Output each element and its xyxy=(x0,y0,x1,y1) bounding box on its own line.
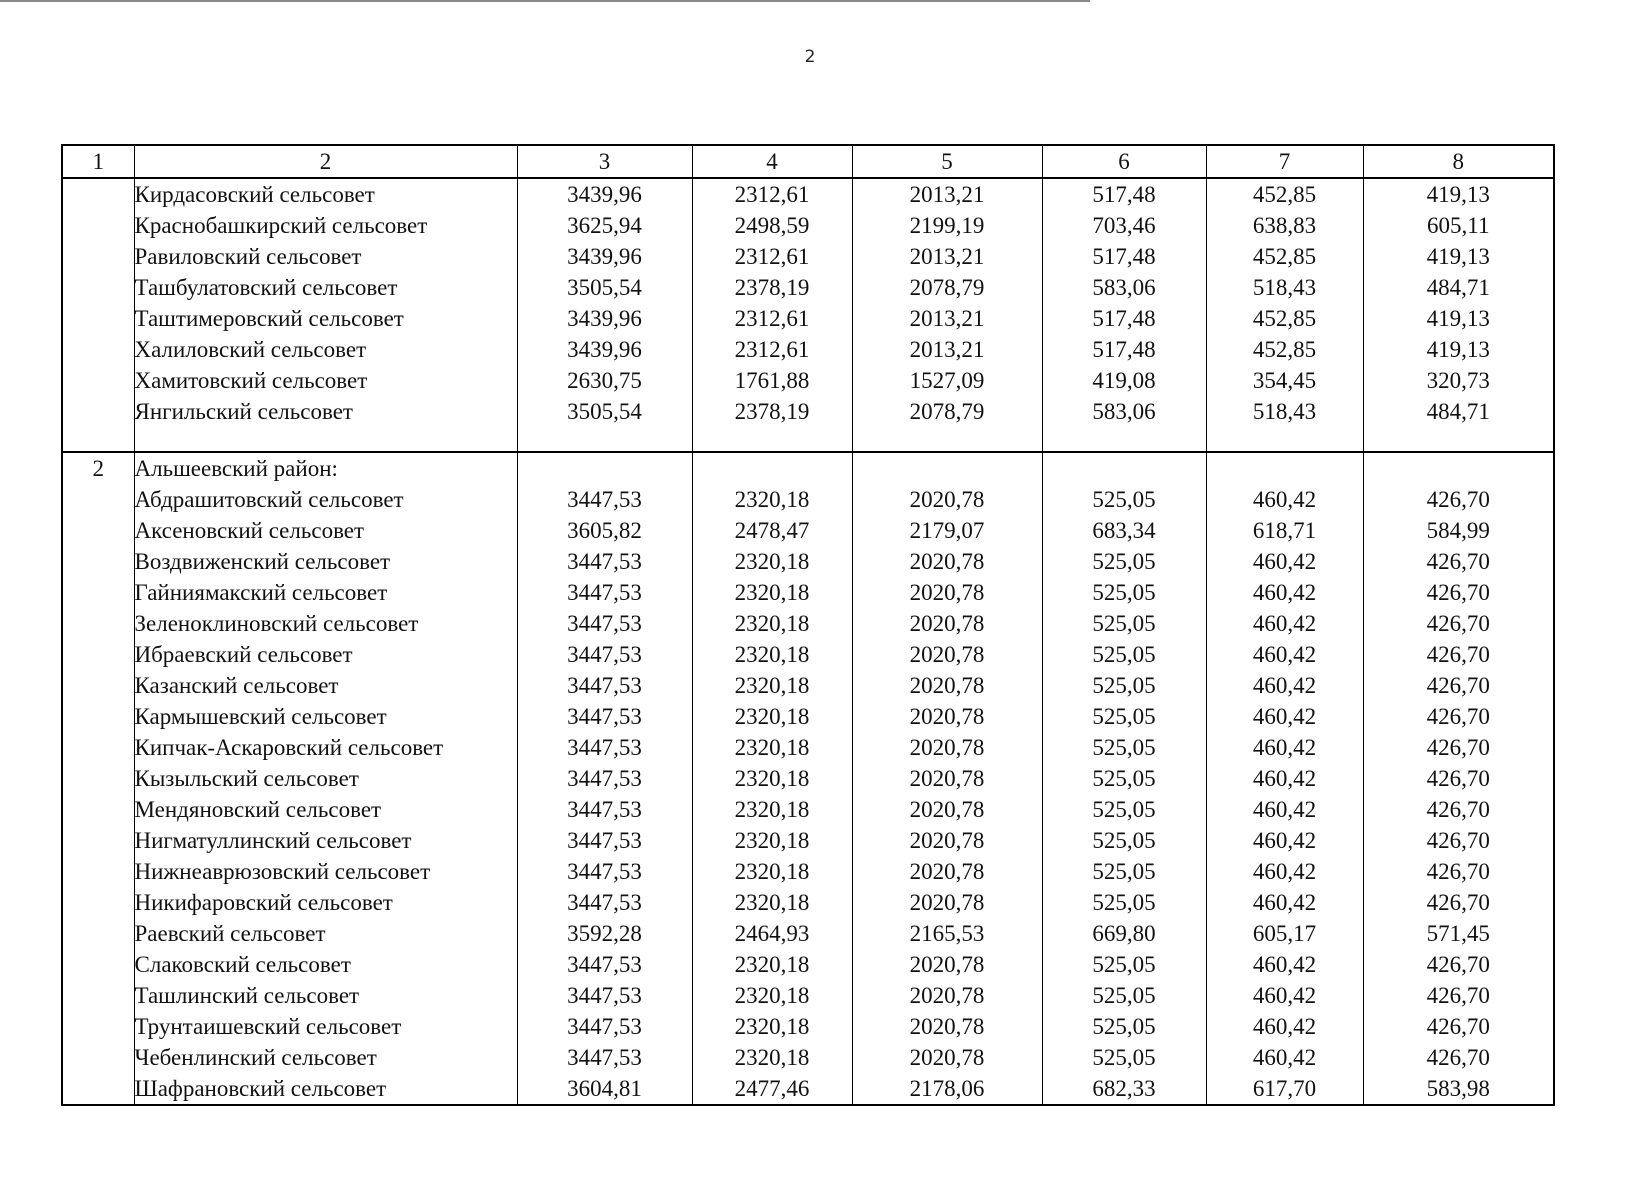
value-cell-col-3: 3592,28 xyxy=(517,918,692,949)
value-cell-col-8: 584,99 xyxy=(1363,515,1554,546)
table-row xyxy=(62,272,1554,303)
row-number-cell xyxy=(62,670,134,701)
settlement-name: Хамитовский сельсовет xyxy=(134,365,517,396)
row-number-cell xyxy=(62,272,134,303)
value-cell-col-3: 3447,53 xyxy=(517,484,692,515)
value-cell-col-5: 2013,21 xyxy=(852,334,1042,365)
table-row xyxy=(62,396,1554,452)
settlement-name: Краснобашкирский сельсовет xyxy=(134,210,517,241)
settlement-name: Равиловский сельсовет xyxy=(134,241,517,272)
value-cell-col-5: 2020,78 xyxy=(852,794,1042,825)
row-number-cell xyxy=(62,303,134,334)
value-cell-col-7: 460,42 xyxy=(1206,887,1363,918)
table-row xyxy=(62,515,1554,546)
value-cell-col-4: 2320,18 xyxy=(692,732,852,763)
value-cell-col-7: 518,43 xyxy=(1206,272,1363,303)
value-cell-col-8: 484,71 xyxy=(1363,396,1554,452)
row-number-cell xyxy=(62,1011,134,1042)
value-cell-col-5: 2020,78 xyxy=(852,484,1042,515)
value-cell-col-7: 460,42 xyxy=(1206,577,1363,608)
value-cell-col-7: 452,85 xyxy=(1206,334,1363,365)
value-cell-col-3: 3447,53 xyxy=(517,794,692,825)
empty-cell xyxy=(1042,452,1206,484)
table-row xyxy=(62,546,1554,577)
value-cell-col-4: 2320,18 xyxy=(692,887,852,918)
value-cell-col-6: 525,05 xyxy=(1042,949,1206,980)
table-row xyxy=(62,670,1554,701)
value-cell-col-7: 460,42 xyxy=(1206,763,1363,794)
value-cell-col-6: 525,05 xyxy=(1042,546,1206,577)
value-cell-col-8: 419,13 xyxy=(1363,241,1554,272)
table-row xyxy=(62,856,1554,887)
value-cell-col-4: 2320,18 xyxy=(692,608,852,639)
table-row xyxy=(62,365,1554,396)
value-cell-col-3: 3439,96 xyxy=(517,334,692,365)
value-cell-col-5: 2020,78 xyxy=(852,670,1042,701)
row-number-cell xyxy=(62,608,134,639)
value-cell-col-8: 426,70 xyxy=(1363,639,1554,670)
value-cell-col-5: 2020,78 xyxy=(852,1042,1042,1073)
settlement-name: Ибраевский сельсовет xyxy=(134,639,517,670)
value-cell-col-3: 3447,53 xyxy=(517,608,692,639)
settlement-name: Нигматуллинский сельсовет xyxy=(134,825,517,856)
value-cell-col-5: 2179,07 xyxy=(852,515,1042,546)
value-cell-col-4: 2477,46 xyxy=(692,1073,852,1105)
value-cell-col-5: 2020,78 xyxy=(852,949,1042,980)
value-cell-col-6: 525,05 xyxy=(1042,1011,1206,1042)
value-cell-col-4: 2320,18 xyxy=(692,639,852,670)
table-row xyxy=(62,484,1554,515)
value-cell-col-3: 3447,53 xyxy=(517,949,692,980)
table-section-2 xyxy=(62,452,1554,1105)
value-cell-col-8: 426,70 xyxy=(1363,484,1554,515)
settlement-name: Мендяновский сельсовет xyxy=(134,794,517,825)
value-cell-col-3: 3447,53 xyxy=(517,856,692,887)
header-cell-8: 8 xyxy=(1363,145,1554,178)
header-cell-5: 5 xyxy=(852,145,1042,178)
value-cell-col-7: 638,83 xyxy=(1206,210,1363,241)
table-row xyxy=(62,701,1554,732)
settlement-name: Чебенлинский сельсовет xyxy=(134,1042,517,1073)
settlement-name: Кипчак-Аскаровский сельсовет xyxy=(134,732,517,763)
value-cell-col-7: 460,42 xyxy=(1206,608,1363,639)
table-row xyxy=(62,334,1554,365)
value-cell-col-4: 2312,61 xyxy=(692,178,852,210)
value-cell-col-7: 460,42 xyxy=(1206,1011,1363,1042)
row-number-cell xyxy=(62,396,134,452)
row-number-cell xyxy=(62,1042,134,1073)
table-row xyxy=(62,241,1554,272)
section-number: 2 xyxy=(62,452,134,484)
value-cell-col-5: 2020,78 xyxy=(852,856,1042,887)
value-cell-col-8: 419,13 xyxy=(1363,334,1554,365)
header-cell-4: 4 xyxy=(692,145,852,178)
settlement-name: Абдрашитовский сельсовет xyxy=(134,484,517,515)
value-cell-col-8: 605,11 xyxy=(1363,210,1554,241)
value-cell-col-5: 2013,21 xyxy=(852,303,1042,334)
table-row xyxy=(62,763,1554,794)
table-row xyxy=(62,980,1554,1011)
value-cell-col-3: 3447,53 xyxy=(517,825,692,856)
settlement-name: Ташлинский сельсовет xyxy=(134,980,517,1011)
value-cell-col-4: 2378,19 xyxy=(692,272,852,303)
value-cell-col-3: 3505,54 xyxy=(517,272,692,303)
value-cell-col-3: 3605,82 xyxy=(517,515,692,546)
value-cell-col-7: 618,71 xyxy=(1206,515,1363,546)
row-number-cell xyxy=(62,484,134,515)
table-row xyxy=(62,918,1554,949)
row-number-cell xyxy=(62,949,134,980)
value-cell-col-8: 426,70 xyxy=(1363,856,1554,887)
value-cell-col-6: 525,05 xyxy=(1042,856,1206,887)
value-cell-col-3: 3447,53 xyxy=(517,639,692,670)
value-cell-col-4: 1761,88 xyxy=(692,365,852,396)
value-cell-col-3: 3439,96 xyxy=(517,241,692,272)
value-cell-col-4: 2320,18 xyxy=(692,949,852,980)
value-cell-col-4: 2320,18 xyxy=(692,825,852,856)
value-cell-col-4: 2320,18 xyxy=(692,484,852,515)
value-cell-col-4: 2320,18 xyxy=(692,701,852,732)
value-cell-col-8: 426,70 xyxy=(1363,1011,1554,1042)
settlement-name: Янгильский сельсовет xyxy=(134,396,517,452)
value-cell-col-4: 2498,59 xyxy=(692,210,852,241)
settlement-name: Ташбулатовский сельсовет xyxy=(134,272,517,303)
value-cell-col-4: 2320,18 xyxy=(692,546,852,577)
row-number-cell xyxy=(62,918,134,949)
settlement-name: Трунтаишевский сельсовет xyxy=(134,1011,517,1042)
settlement-name: Таштимеровский сельсовет xyxy=(134,303,517,334)
value-cell-col-6: 682,33 xyxy=(1042,1073,1206,1105)
settlement-name: Казанский сельсовет xyxy=(134,670,517,701)
value-cell-col-5: 2020,78 xyxy=(852,887,1042,918)
row-number-cell xyxy=(62,639,134,670)
row-number-cell xyxy=(62,887,134,918)
scan-edge-line xyxy=(0,0,1090,2)
value-cell-col-7: 460,42 xyxy=(1206,980,1363,1011)
settlement-name: Зеленоклиновский сельсовет xyxy=(134,608,517,639)
settlement-name: Халиловский сельсовет xyxy=(134,334,517,365)
value-cell-col-4: 2320,18 xyxy=(692,980,852,1011)
value-cell-col-5: 2013,21 xyxy=(852,178,1042,210)
table-row xyxy=(62,887,1554,918)
settlement-name: Раевский сельсовет xyxy=(134,918,517,949)
settlement-name: Никифаровский сельсовет xyxy=(134,887,517,918)
value-cell-col-6: 525,05 xyxy=(1042,639,1206,670)
value-cell-col-8: 426,70 xyxy=(1363,949,1554,980)
table-row xyxy=(62,303,1554,334)
table-row xyxy=(62,1073,1554,1105)
empty-cell xyxy=(1206,452,1363,484)
value-cell-col-5: 2020,78 xyxy=(852,732,1042,763)
value-cell-col-3: 3447,53 xyxy=(517,1011,692,1042)
value-cell-col-8: 426,70 xyxy=(1363,1042,1554,1073)
value-cell-col-5: 2020,78 xyxy=(852,608,1042,639)
header-cell-6: 6 xyxy=(1042,145,1206,178)
value-cell-col-6: 525,05 xyxy=(1042,980,1206,1011)
header-cell-7: 7 xyxy=(1206,145,1363,178)
value-cell-col-7: 460,42 xyxy=(1206,949,1363,980)
value-cell-col-6: 525,05 xyxy=(1042,670,1206,701)
value-cell-col-8: 426,70 xyxy=(1363,980,1554,1011)
value-cell-col-7: 460,42 xyxy=(1206,484,1363,515)
value-cell-col-6: 583,06 xyxy=(1042,272,1206,303)
value-cell-col-7: 460,42 xyxy=(1206,825,1363,856)
value-cell-col-6: 525,05 xyxy=(1042,484,1206,515)
table-row xyxy=(62,1042,1554,1073)
value-cell-col-8: 426,70 xyxy=(1363,794,1554,825)
value-cell-col-5: 2020,78 xyxy=(852,639,1042,670)
empty-cell xyxy=(692,452,852,484)
value-cell-col-8: 426,70 xyxy=(1363,546,1554,577)
value-cell-col-4: 2312,61 xyxy=(692,241,852,272)
value-cell-col-7: 354,45 xyxy=(1206,365,1363,396)
value-cell-col-3: 3439,96 xyxy=(517,178,692,210)
value-cell-col-4: 2378,19 xyxy=(692,396,852,452)
value-cell-col-5: 2199,19 xyxy=(852,210,1042,241)
value-cell-col-6: 525,05 xyxy=(1042,887,1206,918)
value-cell-col-6: 517,48 xyxy=(1042,241,1206,272)
value-cell-col-4: 2320,18 xyxy=(692,1042,852,1073)
value-cell-col-7: 460,42 xyxy=(1206,732,1363,763)
value-cell-col-3: 3447,53 xyxy=(517,732,692,763)
row-number-cell xyxy=(62,701,134,732)
settlement-name: Шафрановский сельсовет xyxy=(134,1073,517,1105)
row-number-cell xyxy=(62,763,134,794)
settlement-name: Воздвиженский сельсовет xyxy=(134,546,517,577)
value-cell-col-6: 517,48 xyxy=(1042,178,1206,210)
value-cell-col-3: 3447,53 xyxy=(517,546,692,577)
value-cell-col-4: 2464,93 xyxy=(692,918,852,949)
empty-cell xyxy=(852,452,1042,484)
value-cell-col-5: 2020,78 xyxy=(852,825,1042,856)
header-cell-2: 2 xyxy=(134,145,517,178)
value-cell-col-6: 683,34 xyxy=(1042,515,1206,546)
value-cell-col-8: 426,70 xyxy=(1363,577,1554,608)
value-cell-col-3: 3447,53 xyxy=(517,701,692,732)
value-cell-col-3: 2630,75 xyxy=(517,365,692,396)
row-number-cell xyxy=(62,732,134,763)
table-row xyxy=(62,1011,1554,1042)
data-table xyxy=(61,144,1555,1106)
table-row xyxy=(62,178,1554,210)
settlement-name: Кирдасовский сельсовет xyxy=(134,178,517,210)
row-number-cell xyxy=(62,365,134,396)
value-cell-col-6: 525,05 xyxy=(1042,732,1206,763)
value-cell-col-5: 2020,78 xyxy=(852,980,1042,1011)
value-cell-col-7: 460,42 xyxy=(1206,670,1363,701)
value-cell-col-3: 3447,53 xyxy=(517,763,692,794)
section-title-row xyxy=(62,452,1554,484)
table-row xyxy=(62,794,1554,825)
value-cell-col-3: 3447,53 xyxy=(517,670,692,701)
settlement-name: Аксеновский сельсовет xyxy=(134,515,517,546)
value-cell-col-3: 3604,81 xyxy=(517,1073,692,1105)
value-cell-col-7: 460,42 xyxy=(1206,856,1363,887)
row-number-cell xyxy=(62,825,134,856)
empty-cell xyxy=(1363,452,1554,484)
value-cell-col-6: 525,05 xyxy=(1042,794,1206,825)
table-row xyxy=(62,608,1554,639)
value-cell-col-4: 2320,18 xyxy=(692,577,852,608)
value-cell-col-6: 525,05 xyxy=(1042,763,1206,794)
row-number-cell xyxy=(62,856,134,887)
value-cell-col-3: 3505,54 xyxy=(517,396,692,452)
value-cell-col-7: 460,42 xyxy=(1206,794,1363,825)
settlement-name: Гайниямакский сельсовет xyxy=(134,577,517,608)
value-cell-col-4: 2312,61 xyxy=(692,303,852,334)
value-cell-col-4: 2320,18 xyxy=(692,670,852,701)
settlement-name: Кармышевский сельсовет xyxy=(134,701,517,732)
empty-cell xyxy=(517,452,692,484)
value-cell-col-6: 525,05 xyxy=(1042,608,1206,639)
value-cell-col-6: 517,48 xyxy=(1042,334,1206,365)
value-cell-col-8: 571,45 xyxy=(1363,918,1554,949)
value-cell-col-6: 525,05 xyxy=(1042,577,1206,608)
settlement-name: Нижнеаврюзовский сельсовет xyxy=(134,856,517,887)
table-row xyxy=(62,639,1554,670)
value-cell-col-5: 2078,79 xyxy=(852,272,1042,303)
row-number-cell xyxy=(62,980,134,1011)
value-cell-col-7: 460,42 xyxy=(1206,1042,1363,1073)
value-cell-col-8: 426,70 xyxy=(1363,701,1554,732)
row-number-cell xyxy=(62,1073,134,1105)
row-number-cell xyxy=(62,546,134,577)
value-cell-col-7: 452,85 xyxy=(1206,241,1363,272)
row-number-cell xyxy=(62,515,134,546)
value-cell-col-8: 426,70 xyxy=(1363,732,1554,763)
value-cell-col-3: 3439,96 xyxy=(517,303,692,334)
table-row xyxy=(62,577,1554,608)
value-cell-col-6: 669,80 xyxy=(1042,918,1206,949)
row-number-cell xyxy=(62,334,134,365)
table-row xyxy=(62,732,1554,763)
value-cell-col-4: 2320,18 xyxy=(692,794,852,825)
value-cell-col-7: 460,42 xyxy=(1206,639,1363,670)
value-cell-col-4: 2320,18 xyxy=(692,763,852,794)
row-number-cell xyxy=(62,577,134,608)
value-cell-col-4: 2478,47 xyxy=(692,515,852,546)
value-cell-col-4: 2320,18 xyxy=(692,856,852,887)
table-section-1 xyxy=(62,178,1554,452)
value-cell-col-3: 3447,53 xyxy=(517,980,692,1011)
value-cell-col-5: 2020,78 xyxy=(852,701,1042,732)
value-cell-col-7: 452,85 xyxy=(1206,303,1363,334)
value-cell-col-5: 2078,79 xyxy=(852,396,1042,452)
settlement-name: Слаковский сельсовет xyxy=(134,949,517,980)
value-cell-col-3: 3625,94 xyxy=(517,210,692,241)
value-cell-col-6: 525,05 xyxy=(1042,1042,1206,1073)
value-cell-col-8: 426,70 xyxy=(1363,670,1554,701)
value-cell-col-5: 2020,78 xyxy=(852,763,1042,794)
value-cell-col-3: 3447,53 xyxy=(517,887,692,918)
value-cell-col-8: 426,70 xyxy=(1363,608,1554,639)
value-cell-col-6: 703,46 xyxy=(1042,210,1206,241)
value-cell-col-5: 2020,78 xyxy=(852,1011,1042,1042)
value-cell-col-4: 2312,61 xyxy=(692,334,852,365)
value-cell-col-8: 426,70 xyxy=(1363,825,1554,856)
header-row xyxy=(62,145,1554,178)
header-cell-3: 3 xyxy=(517,145,692,178)
value-cell-col-6: 525,05 xyxy=(1042,701,1206,732)
row-number-cell xyxy=(62,210,134,241)
value-cell-col-5: 2020,78 xyxy=(852,546,1042,577)
value-cell-col-7: 452,85 xyxy=(1206,178,1363,210)
table-row xyxy=(62,210,1554,241)
value-cell-col-6: 419,08 xyxy=(1042,365,1206,396)
value-cell-col-5: 2165,53 xyxy=(852,918,1042,949)
row-number-cell xyxy=(62,178,134,210)
value-cell-col-7: 605,17 xyxy=(1206,918,1363,949)
value-cell-col-8: 484,71 xyxy=(1363,272,1554,303)
row-number-cell xyxy=(62,794,134,825)
value-cell-col-7: 617,70 xyxy=(1206,1073,1363,1105)
value-cell-col-4: 2320,18 xyxy=(692,1011,852,1042)
section-title: Альшеевский район: xyxy=(134,452,517,484)
row-number-cell xyxy=(62,241,134,272)
value-cell-col-8: 583,98 xyxy=(1363,1073,1554,1105)
header-cell-1: 1 xyxy=(62,145,134,178)
value-cell-col-8: 419,13 xyxy=(1363,303,1554,334)
page-number: 2 xyxy=(804,47,816,67)
value-cell-col-8: 419,13 xyxy=(1363,178,1554,210)
value-cell-col-5: 2178,06 xyxy=(852,1073,1042,1105)
value-cell-col-8: 320,73 xyxy=(1363,365,1554,396)
value-cell-col-3: 3447,53 xyxy=(517,1042,692,1073)
value-cell-col-7: 460,42 xyxy=(1206,546,1363,577)
value-cell-col-5: 1527,09 xyxy=(852,365,1042,396)
value-cell-col-6: 517,48 xyxy=(1042,303,1206,334)
value-cell-col-5: 2013,21 xyxy=(852,241,1042,272)
table-row xyxy=(62,825,1554,856)
value-cell-col-3: 3447,53 xyxy=(517,577,692,608)
value-cell-col-5: 2020,78 xyxy=(852,577,1042,608)
value-cell-col-6: 525,05 xyxy=(1042,825,1206,856)
value-cell-col-7: 518,43 xyxy=(1206,396,1363,452)
value-cell-col-8: 426,70 xyxy=(1363,763,1554,794)
table-row xyxy=(62,949,1554,980)
value-cell-col-7: 460,42 xyxy=(1206,701,1363,732)
value-cell-col-6: 583,06 xyxy=(1042,396,1206,452)
settlement-name: Кызыльский сельсовет xyxy=(134,763,517,794)
value-cell-col-8: 426,70 xyxy=(1363,887,1554,918)
